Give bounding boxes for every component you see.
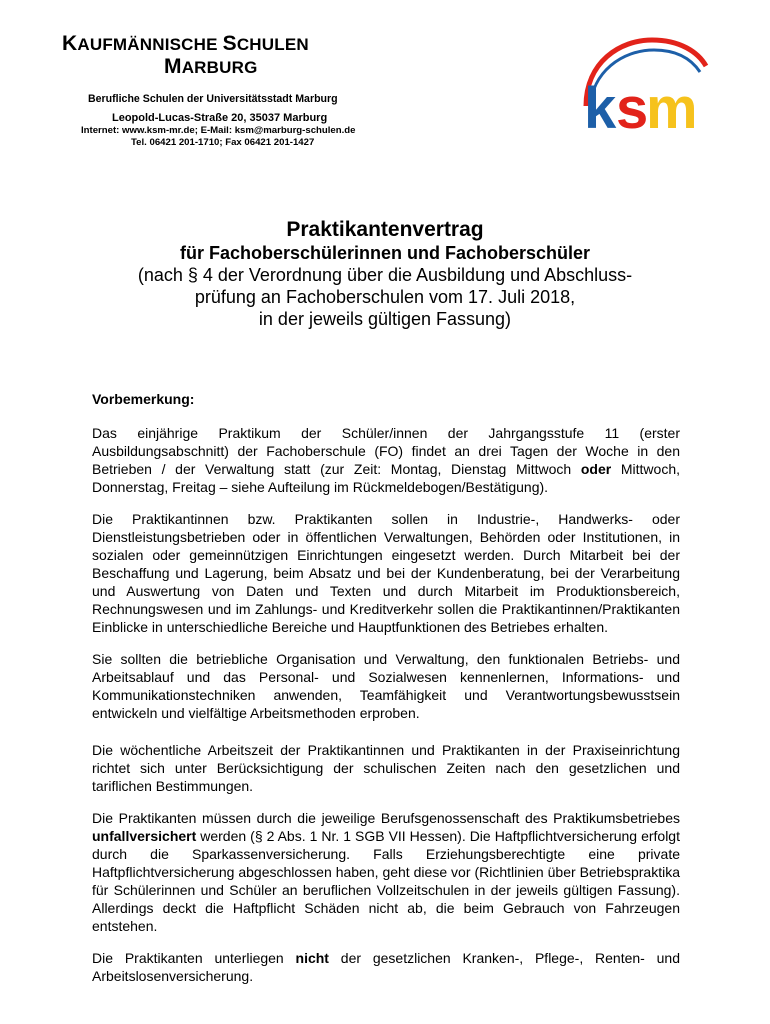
document-title bbox=[60, 218, 710, 330]
school-name-line2: MARBURG bbox=[164, 55, 258, 78]
letterhead bbox=[62, 34, 442, 149]
ksm-logo bbox=[580, 36, 712, 146]
school-phone: Tel. 06421 201-1710; Fax 06421 201-1427 bbox=[131, 137, 315, 148]
logo-text: ksm bbox=[580, 36, 582, 37]
paragraph-working-hours: Die wöchentliche Arbeitszeit der Praktikantinnen und Praktikanten in der Praxiseinrichtung richtet sich unter Berücksichtigung der schulischen Zeiten nach den gesetzlichen und tariflichen Bestimmungen. bbox=[92, 742, 680, 794]
school-name-line1: KAUFMÄNNISCHE SCHULEN bbox=[62, 32, 309, 55]
paragraph-internship-schedule: Das einjährige Praktikum der Schüler/innen der Jahrgangsstufe 11 (erster Ausbildungsabschnitt) der Fachoberschule (FO) findet an drei Tagen der Woche in den Betrieben / der Verwaltung statt (zur Zeit: Montag, Dienstag Mittwoch oder Mittwoch, Donnerstag, Freitag – siehe Aufteilung im Rückmeldebogen/Bestätigung). bbox=[92, 425, 680, 495]
title-legal-line3: in der jeweils gültigen Fassung) bbox=[258, 309, 512, 329]
title-main: Praktikantenvertrag bbox=[286, 218, 484, 241]
paragraph-insurance: Die Praktikanten müssen durch die jeweilige Berufsgenossenschaft des Praktikumsbetriebes unfallversichert werden (§ 2 Abs. 1 Nr. 1 SGB VII Hessen). Die Haftpflichtversicherung erfolgt durch die Sparkassenversicherung. Falls Erziehungsberechtigte eine private Haftpflichtversicherung abgeschlossen haben, geht diese vor (Richtlinien über Betriebspraktika für Schülerinnen und Schüler an beruflichen Vollzeitschulen in der jeweils gültigen Fassung). Allerdings deckt die Haftpflicht Schäden nicht ab, die beim Gebrauch von Fahrzeugen entstehen. bbox=[92, 810, 680, 934]
paragraph-social-insurance: Die Praktikanten unterliegen nicht der gesetzlichen Kranken-, Pflege-, Renten- und Arbeitslosenversicherung. bbox=[92, 950, 680, 984]
preliminary-heading: Vorbemerkung: bbox=[92, 391, 195, 407]
school-subtitle: Berufliche Schulen der Universitätsstadt Marburg bbox=[88, 93, 338, 105]
logo-letter-k: k bbox=[584, 76, 617, 141]
title-sub: für Fachoberschülerinnen und Fachoberschüler bbox=[179, 243, 591, 263]
logo-letter-s: s bbox=[616, 76, 649, 141]
title-legal-line1: (nach § 4 der Verordnung über die Ausbildung und Abschluss- bbox=[137, 265, 633, 285]
logo-letter-m: m bbox=[646, 76, 698, 141]
paragraph-learning-goals: Sie sollten die betriebliche Organisation und Verwaltung, den funktionalen Betriebs- und Arbeitsablauf und das Personal- und Sozialwesen kennenlernen, Informations- und Kommunikationstechniken anwenden, Teamfähigkeit und Verantwortungsbewusstsein entwickeln und vielfältige Arbeitsmethoden erproben. bbox=[92, 651, 680, 721]
school-internet: Internet: www.ksm-mr.de; E-Mail: ksm@marburg-schulen.de bbox=[81, 125, 356, 136]
document-body bbox=[92, 391, 680, 999]
paragraph-placement: Die Praktikantinnen bzw. Praktikanten sollen in Industrie-, Handwerks- oder Dienstleistungsbetrieben oder in öffentlichen Verwaltungen, Behörden oder Institutionen, in sozialen oder gemeinnützigen Einrichtungen eingesetzt werden. Durch Mitarbeit bei der Beschaffung und Lagerung, beim Absatz und bei der Kundenberatung, bei der Verarbeitung und Auswertung von Daten und Texten und durch Mitarbeit im Produktionsbereich, Rechnungswesen und im Zahlungs- und Kreditverkehr sollen die Praktikantinnen/Praktikanten Einblicke in unterschiedliche Bereiche und Hauptfunktionen des Betriebes erhalten. bbox=[92, 511, 680, 635]
school-address: Leopold-Lucas-Straße 20, 35037 Marburg bbox=[112, 112, 328, 124]
title-legal-line2: prüfung an Fachoberschulen vom 17. Juli 2018, bbox=[194, 287, 576, 307]
